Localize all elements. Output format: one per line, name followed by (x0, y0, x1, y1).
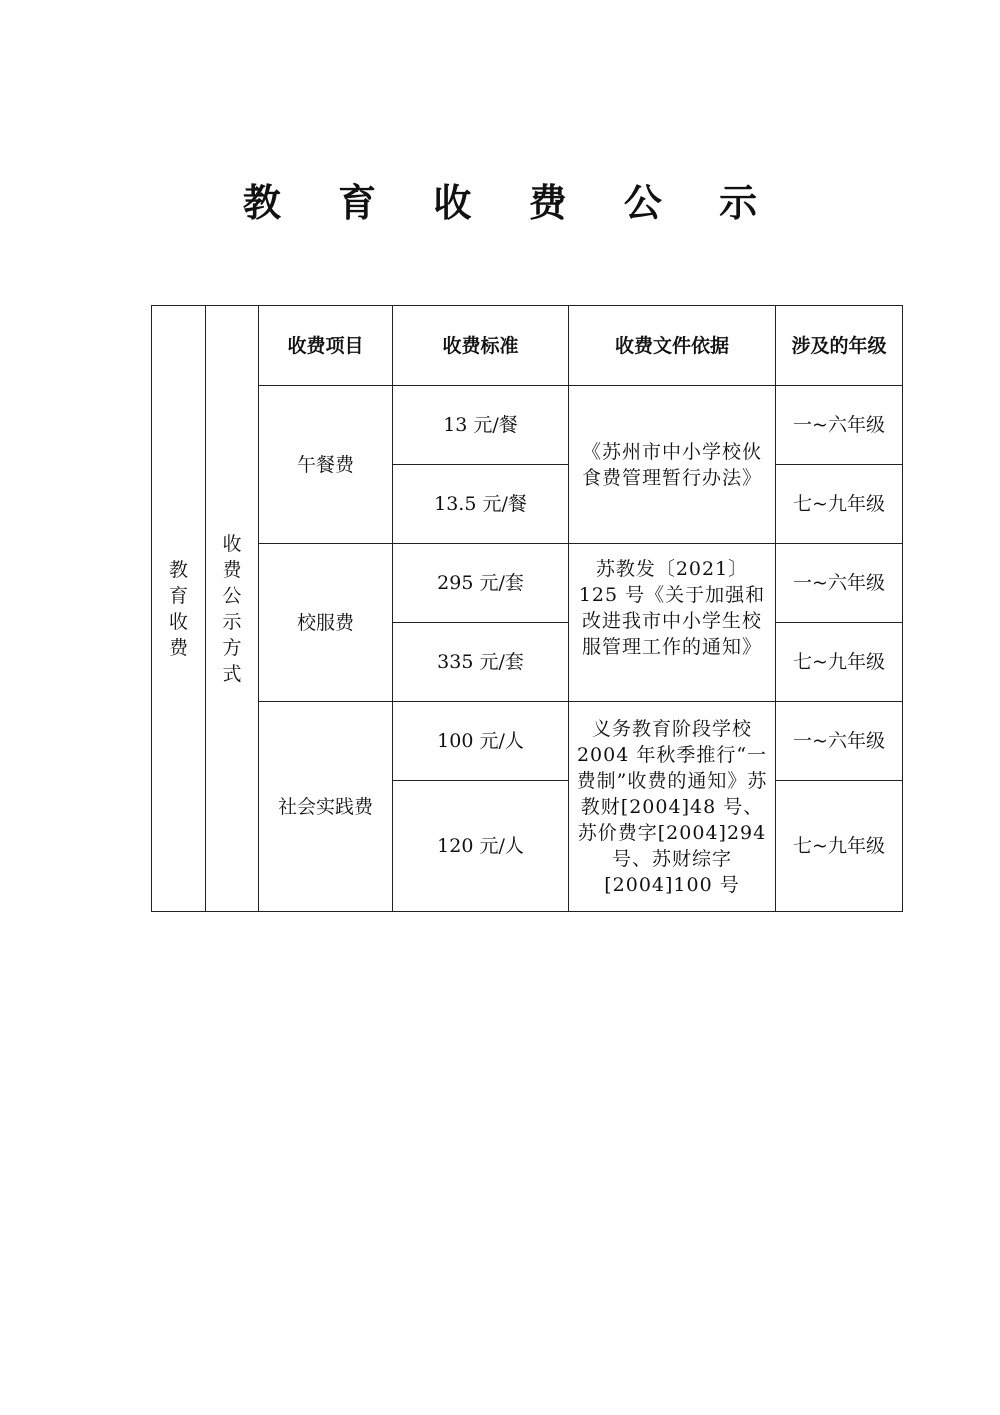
uniform-basis: 苏教发〔2021〕125 号《关于加强和改进我市中小学生校服管理工作的通知》 (569, 544, 776, 702)
lunch-item: 午餐费 (259, 386, 393, 544)
method-label-char: 公 (222, 584, 242, 607)
side-label-char: 费 (168, 636, 188, 659)
method-label-char: 示 (222, 610, 242, 633)
uniform-grade-1: 一~六年级 (776, 544, 903, 623)
page-title: 教 育 收 费 公 示 (242, 181, 780, 225)
lunch-basis: 《苏州市中小学校伙食费管理暂行办法》 (569, 386, 776, 544)
practice-standard-2: 120 元/人 (393, 781, 569, 912)
uniform-standard-1: 295 元/套 (393, 544, 569, 623)
side-label-cell (152, 306, 206, 912)
method-label-char: 式 (222, 662, 242, 685)
practice-standard-1: 100 元/人 (393, 702, 569, 781)
method-label-char: 收 (222, 532, 242, 555)
table-row (152, 386, 903, 465)
header-row (152, 306, 903, 386)
lunch-standard-1: 13 元/餐 (393, 386, 569, 465)
header-standard: 收费标准 (393, 306, 569, 386)
method-label-cell (206, 306, 259, 912)
table-row (152, 544, 903, 623)
practice-basis: 义务教育阶段学校2004 年秋季推行“一费制”收费的通知》苏教财[2004]48 号、苏价费字[2004]294号、苏财综字[2004]100 号 (569, 702, 776, 912)
uniform-item: 校服费 (259, 544, 393, 702)
uniform-grade-2: 七~九年级 (776, 623, 903, 702)
lunch-standard-2: 13.5 元/餐 (393, 465, 569, 544)
side-label-char: 育 (168, 584, 188, 607)
practice-grade-1: 一~六年级 (776, 702, 903, 781)
table-row (152, 702, 903, 781)
practice-grade-2: 七~九年级 (776, 781, 903, 912)
lunch-grade-1: 一~六年级 (776, 386, 903, 465)
header-basis: 收费文件依据 (569, 306, 776, 386)
lunch-grade-2: 七~九年级 (776, 465, 903, 544)
header-item: 收费项目 (259, 306, 393, 386)
side-label-char: 教 (168, 558, 188, 581)
fee-table (151, 305, 903, 912)
uniform-standard-2: 335 元/套 (393, 623, 569, 702)
header-grade: 涉及的年级 (776, 306, 903, 386)
method-label-char: 方 (222, 636, 242, 659)
side-label-char: 收 (168, 610, 188, 633)
practice-item: 社会实践费 (259, 702, 393, 912)
method-label-char: 费 (222, 558, 242, 581)
